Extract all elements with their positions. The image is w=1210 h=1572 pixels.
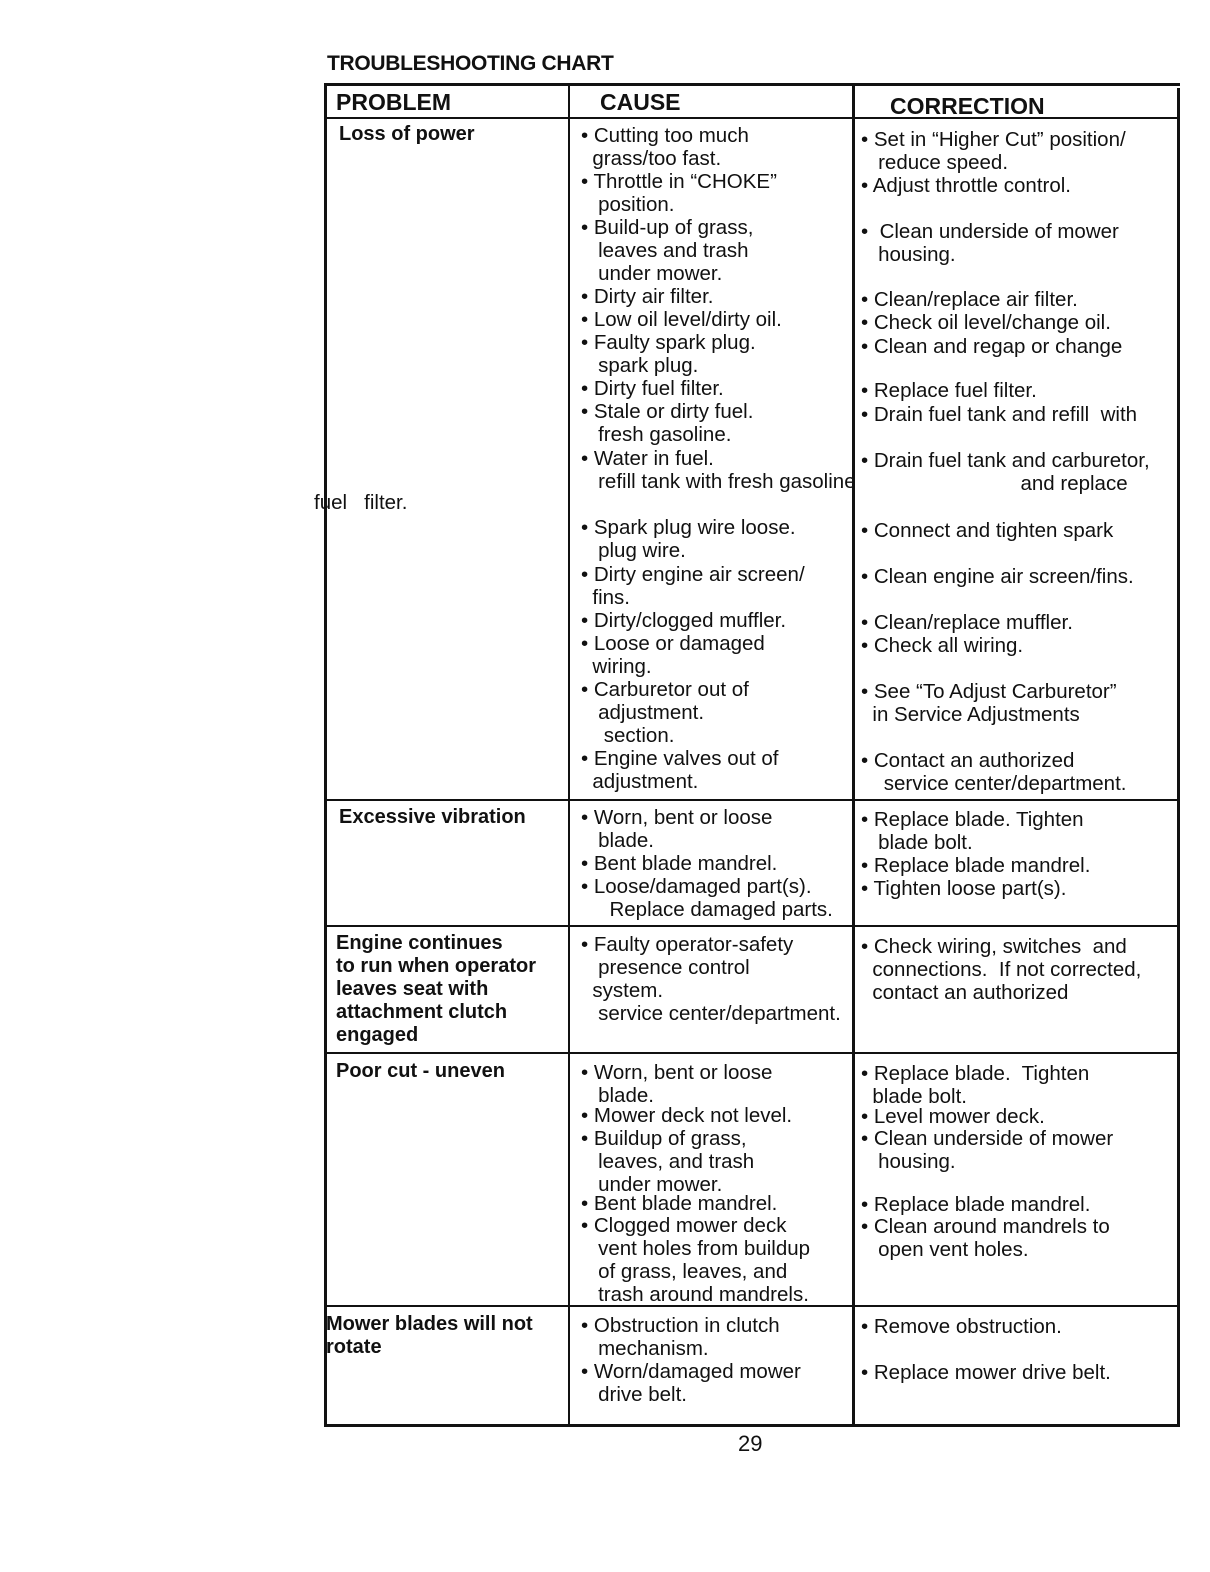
correction-item: • Adjust throttle control. [861,174,1072,197]
cause-item: • Bent blade mandrel. [581,852,778,875]
correction-item: • Clean/replace air filter. [861,288,1078,311]
cause-item: • Engine valves out of adjustment. [581,747,779,793]
problem-engine-continues: Engine continues to run when operator leaves seat with attachment clutch engaged [336,932,536,1046]
table-border-left [324,83,327,1426]
correction-item: • Connect and tighten spark [861,519,1114,542]
header-cause: CAUSE [600,89,681,115]
cause-item: • Clogged mower deck vent holes from buildup of grass, leaves, and trash around mandrels. [581,1214,811,1306]
problem-loss-of-power: Loss of power [339,123,475,145]
problem-mower-blades: Mower blades will not rotate [326,1313,533,1358]
correction-item: • Replace blade. Tighten blade bolt. [861,1062,1090,1108]
table-border-right [1177,88,1180,1426]
correction-item: • See “To Adjust Carburetor” in Service Adjustments [861,680,1117,726]
correction-item: • Contact an authorized service center/department. [861,749,1127,795]
correction-item: • Replace blade mandrel. [861,1193,1091,1216]
cause-item: • Dirty air filter. [581,285,714,308]
correction-item: • Check all wiring. [861,634,1024,657]
cause-item: • Build-up of grass, leaves and trash under mower. [581,216,754,285]
correction-item: • Clean/replace muffler. [861,611,1073,634]
correction-item: • Replace blade mandrel. [861,854,1091,877]
cause-item: • Mower deck not level. [581,1104,793,1127]
row-divider-2 [325,925,1180,927]
correction-item: • Replace fuel filter. [861,379,1037,402]
problem-poor-cut: Poor cut - uneven [336,1060,505,1082]
correction-item: • Level mower deck. [861,1105,1045,1128]
row-divider-1 [325,799,1180,801]
column-divider-1 [568,85,570,1425]
cause-item: • Dirty fuel filter. [581,377,724,400]
cause-item: • Low oil level/dirty oil. [581,308,782,331]
correction-item: • Clean engine air screen/fins. [861,565,1134,588]
correction-item: • Tighten loose part(s). [861,877,1067,900]
cause-item: • Buildup of grass, leaves, and trash under mower. [581,1127,755,1196]
cause-item: • Bent blade mandrel. [581,1192,778,1215]
header-correction: CORRECTION [890,93,1045,119]
row-divider-3 [325,1052,1180,1054]
cause-item: • Faulty operator-safety presence control system. service center/department. [581,933,841,1025]
correction-item: • Clean around mandrels to open vent holes. [861,1215,1110,1261]
header-problem: PROBLEM [336,89,451,115]
cause-item: • Spark plug wire loose. plug wire. [581,516,796,562]
page-title: TROUBLESHOOTING CHART [327,52,614,75]
table-border-top [325,83,1180,86]
cause-item: • Dirty/clogged muffler. [581,609,787,632]
cause-item: • Cutting too much grass/too fast. [581,124,749,170]
stray-text: fuel filter. [314,491,408,514]
cause-item: • Loose/damaged part(s). Replace damaged parts. [581,875,833,921]
correction-item: • Replace blade. Tighten blade bolt. [861,808,1084,854]
cause-item: • Worn/damaged mower drive belt. [581,1360,801,1406]
cause-item: • Worn, bent or loose blade. [581,806,773,852]
cause-item: • Faulty spark plug. spark plug. [581,331,756,377]
table-border-bottom [324,1424,1180,1427]
cause-item: • Water in fuel. refill tank with fresh gasoline [581,447,856,493]
cause-item: • Throttle in “CHOKE” position. [581,170,777,216]
cause-item: • Obstruction in clutch mechanism. [581,1314,780,1360]
problem-excessive-vibration: Excessive vibration [339,806,526,828]
cause-item: • Carburetor out of adjustment. section. [581,678,749,747]
correction-item: • Set in “Higher Cut” position/ reduce speed. [861,128,1126,174]
correction-item: • Clean underside of mower housing. [861,1127,1114,1173]
cause-item: • Worn, bent or loose blade. [581,1061,773,1107]
cause-item: • Loose or damaged wiring. [581,632,765,678]
header-divider [325,117,1180,119]
correction-item: • Clean and regap or change [861,335,1123,358]
correction-item: • Drain fuel tank and refill with [861,403,1138,426]
correction-item: • Remove obstruction. [861,1315,1062,1338]
correction-item: • Drain fuel tank and carburetor, and replace [861,449,1150,495]
correction-item: • Check wiring, switches and connections. If not corrected, contact an authorized [861,935,1142,1004]
correction-item: • Replace mower drive belt. [861,1361,1111,1384]
correction-item: • Check oil level/change oil. [861,311,1111,334]
cause-item: • Stale or dirty fuel. fresh gasoline. [581,400,754,446]
page-number: 29 [738,1431,763,1456]
correction-item: • Clean underside of mower housing. [861,220,1119,266]
column-divider-2 [852,86,855,1426]
cause-item: • Dirty engine air screen/ fins. [581,563,805,609]
